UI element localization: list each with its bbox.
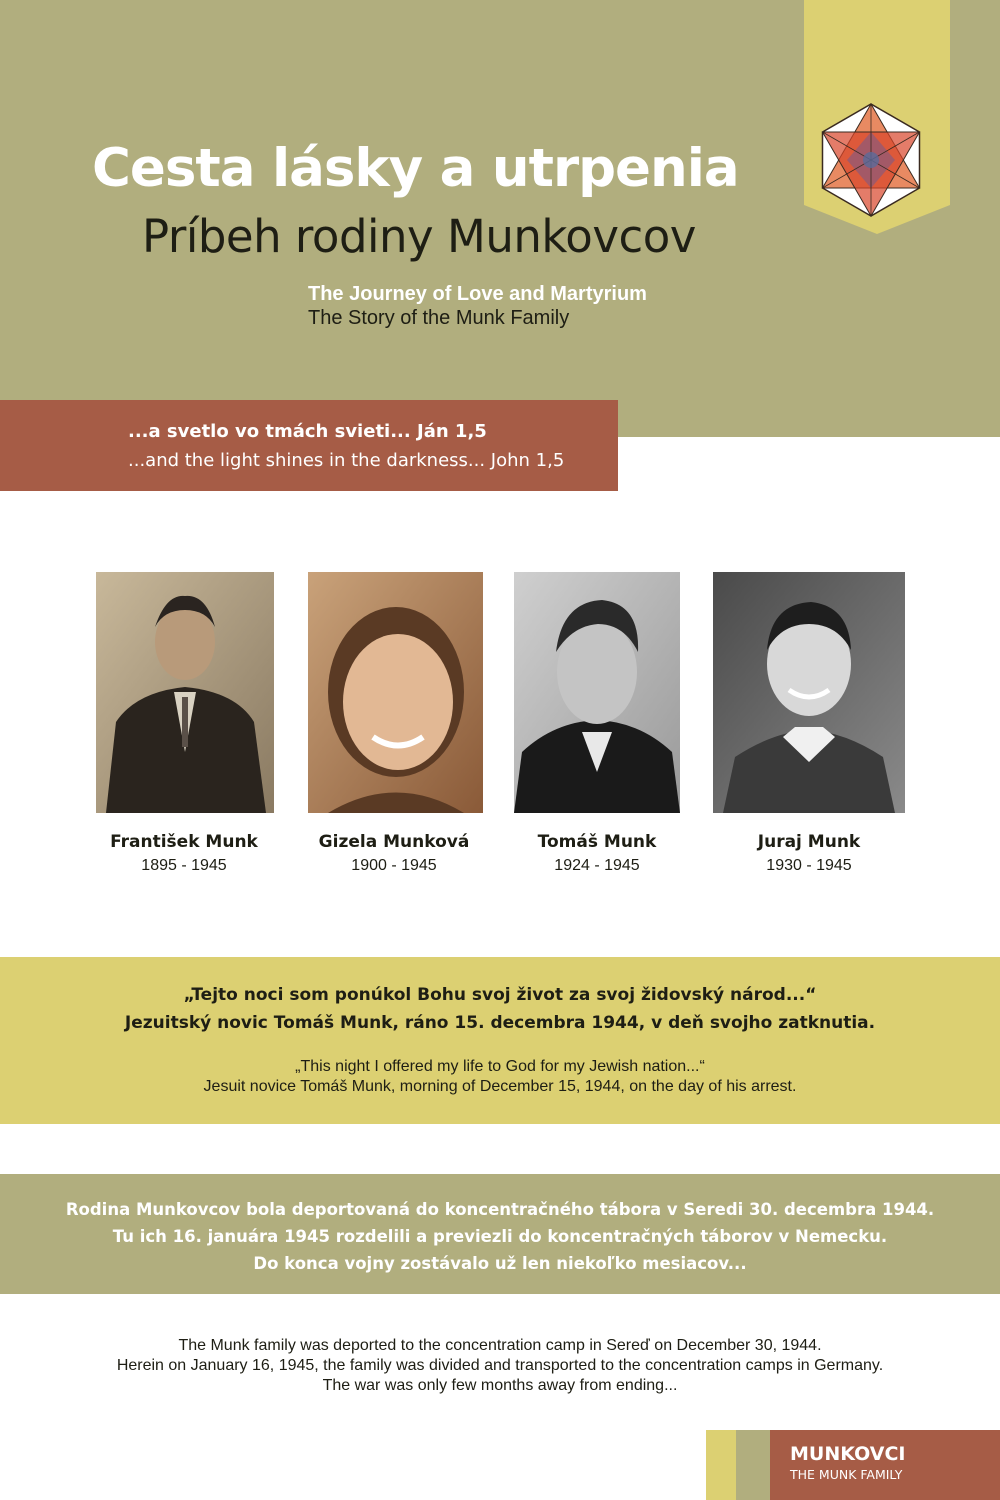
story-line-slovak: Tu ich 16. januára 1945 rozdelili a previezli do koncentračných táborov v Nemecku. [112,1227,888,1246]
verse-slovak: ...a svetlo vo tmách svieti... Ján 1,5 [128,421,487,442]
story-line-english: Herein on January 16, 1945, the family was divided and transported to the concentration camps in Germany. [116,1357,884,1374]
person-name: Juraj Munk [757,832,861,852]
verse-english: ...and the light shines in the darkness... John 1,5 [128,450,565,471]
quote-box [0,957,1000,1124]
brand-box [770,1430,1000,1500]
person-name: Tomáš Munk [537,832,657,852]
emblem-badge [804,0,950,234]
page-subtitle: Príbeh rodiny Munkovcov [142,210,696,263]
story-line-english: The war was only few months away from ending... [322,1377,678,1394]
quote-attribution-english: Jesuit novice Tomáš Munk, morning of December 15, 1944, on the day of his arrest. [203,1078,797,1095]
brand-subtitle: THE MUNK FAMILY [790,1467,903,1482]
footer-stripe-olive [736,1430,770,1500]
quote-attribution-slovak: Jezuitský novic Tomáš Munk, ráno 15. decembra 1944, v deň svojho zatknutia. [124,1013,876,1033]
quote-slovak: „Tejto noci som ponúkol Bohu svoj život za svoj židovský národ...“ [183,985,817,1005]
person-name: Gizela Munková [318,832,470,852]
person-dates: 1900 - 1945 [351,857,437,874]
portrait-tomas [514,572,680,813]
portrait-gizela [308,572,483,813]
story-line-slovak: Do konca vojny zostávalo už len niekoľko mesiacov... [253,1254,747,1273]
quote-english: „This night I offered my life to God for my Jewish nation...“ [295,1058,705,1075]
portrait-frantisek [96,572,274,813]
person-dates: 1895 - 1945 [141,857,227,874]
english-subtitle: The Story of the Munk Family [308,307,570,329]
person-dates: 1930 - 1945 [766,857,852,874]
page-title: Cesta lásky a utrpenia [92,138,739,199]
star-of-david-icon [804,0,950,234]
portrait-juraj [713,572,905,813]
verse-band [0,400,618,491]
story-line-english: The Munk family was deported to the concentration camp in Sereď on December 30, 1944. [178,1337,822,1354]
brand-name: MUNKOVCI [790,1443,906,1465]
story-line-slovak: Rodina Munkovcov bola deportovaná do koncentračného tábora v Seredi 30. decembra 1944. [65,1200,935,1219]
person-dates: 1924 - 1945 [554,857,640,874]
person-name: František Munk [110,832,258,852]
english-title: The Journey of Love and Martyrium [308,283,647,305]
footer-stripe-yellow [706,1430,736,1500]
